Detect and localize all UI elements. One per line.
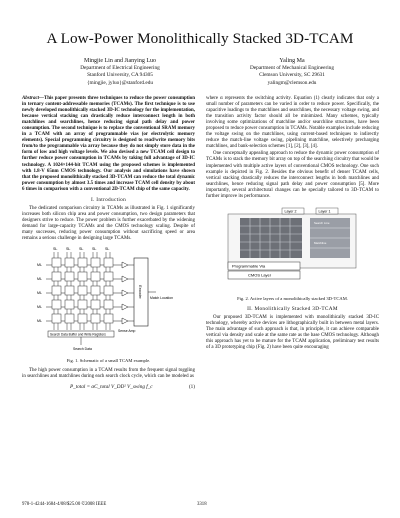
copyright-notice: 978-1-4244-1684-4/08/$25.00 ©2008 IEEE (22, 502, 107, 507)
sl-label: SL (78, 247, 83, 252)
right-paragraph-1: where α represents the switching activity. Equation (1) clearly indicates that only a small number of parameters can be varied in order to reduce power. Specifically, the capacitive loadings to the matchlines and searchlines, the necessary voltage swing, and the transition activity factor should all be minimized. Many schemes, typically involving some optimizations of matchline and/or searchline structures, have been proposed to reduce power consumption in TCAMs. Notable examples include reducing the voltage swing on the matchlines, using current-based techniques to indirectly reduce the match-line voltage swing, pipelining matchline, selectively precharging matchlines, and bank-selection schemes [1], [2], [3], [4]. (206, 96, 379, 150)
equation-text: P_total = αC_total V_DD² V_swing f_c (70, 384, 153, 391)
page-number: 3318 (197, 502, 207, 507)
sa-to-encoder (128, 265, 134, 321)
layers-diagram-svg (218, 204, 368, 294)
sl-label: SL (52, 247, 57, 252)
right-column (206, 96, 379, 352)
ml-label: ML (36, 291, 42, 296)
author-block-left (40, 58, 200, 87)
sense-amps (122, 262, 128, 324)
sl-label: SL (104, 247, 109, 252)
search-data-label: Search Data (72, 347, 92, 352)
equation-number: (1) (188, 384, 195, 391)
match-location-label: Match Location (149, 296, 173, 301)
ml-label: ML (36, 277, 42, 282)
sense-amp-label: Sense Amp (117, 329, 135, 334)
ml-label: ML (36, 319, 42, 324)
tcam-schematic-svg (34, 244, 184, 356)
abstract-text: —This paper presents three techniques to reduce the power consumption in ternary content-addressable memories (TCAMs). The first technique is to use newly developed monolithically stacked 3D-IC technology for the implementation, because vertical stacking can drastically reduce interconnect length in both matchlines and searchlines, hence reducing signal path delay and power consumption. The second technique is to replace the conventional SRAM memory in a TCAM with an array of programmable vias (or electrolytic memory elements). Special programming circuitry is designed to read/write memory bits from/to the programmable via array because they do not simply store data in the form of low and high voltage levels. We also devised a new TCAM cell design to further reduce power consumption in TCAMs by taking full advantage of 3D-IC technology. A 1024×144-bit TCAM using the proposed schemes is implemented with 1.8-V 65nm CMOS technology. Our analysis and simulations have shown that the proposed monolithically stacked 3D-TCAM can reduce the total dynamic power consumption by almost 3.5 times and increase TCAM cell density by about 6 times in comparison with a conventional 2D-TCAM chip of the same capacity. (22, 96, 195, 192)
author-univ: Stanford University, CA 94305 (87, 72, 153, 79)
matchline-label: Matchline (313, 240, 326, 245)
author-dept: Department of Electrical Engineering (80, 65, 160, 72)
tcam-cells (52, 258, 113, 323)
ml-label: ML (36, 263, 42, 268)
layer-1-label: Layer 1 (318, 209, 330, 214)
sl-label: SL (91, 247, 96, 252)
figure-1-schematic (34, 244, 184, 356)
encoder-label: Encoder (137, 285, 142, 299)
cmos-layer-label: CMOS Layer (247, 272, 271, 278)
author-names: Mingjie Lin and Jianying Luo (84, 58, 156, 64)
section-heading-3d-tcam: II. Monolithically Stacked 3D-TCAM (247, 305, 338, 312)
sl-label: SL (65, 247, 70, 252)
author-dept: Department of Mechanical Engineering (250, 65, 334, 72)
author-univ: Clemson University, SC 29631 (259, 72, 325, 79)
intro-paragraph-1: The dedicated comparison circuitry in TCAMs as illustrated in Fig. 1 significantly increases both silicon chip area and power consumption, two design parameters that designers strive to reduce. The power problem is further exacerbated by the widening demand for large-capacity TCAMs and the CMOS technology scaling. Despite of many successes, reducing power consumption without sacrificing speed or area remains a serious challenge in designing large TCAMs. (22, 205, 195, 242)
intro-paragraph-2: The high power consumption in a TCAM results from the frequent signal toggling in searchlines and matchlines during each search clock cycle, which can be modeled as (22, 368, 195, 380)
author-email: yalingm@clemson.edu (267, 79, 317, 86)
left-column (22, 96, 195, 396)
figure-2-layers (218, 204, 368, 294)
right-paragraph-2: One conceptually appealing approach to reduce the dynamic power consumption of TCAMs is to stack the memory bit array on top of the searching circuitry that would be implemented with multiple active layers of conventional CMOS technology. One such example is depicted in Fig. 2. Besides the obvious benefit of denser TCAM cells, vertical stacking drastically reduces the interconnect lengths in both matchlines and searchlines, hence reducing signal path delay and power consumption [5]. More importantly, several architectural changes can be specially tailored to 3D-TCAM to further improve its performance. (206, 151, 379, 199)
programmable-via-label: Programmable Via (231, 263, 265, 269)
ml-label: ML (36, 305, 42, 310)
search-data-buffer-label: Search Data Buffer and Write Registers (49, 332, 106, 337)
author-names: Yaling Ma (279, 58, 305, 64)
author-block-right (212, 58, 372, 87)
figure-2-caption: Fig. 2. Active layers of a monolithically stacked 3D-TCAM. (237, 295, 348, 301)
abstract (22, 96, 195, 193)
layer-2-label: Layer 2 (284, 209, 296, 214)
memory-array-photo (240, 218, 302, 258)
section-heading-introduction: I. Introduction (90, 196, 127, 203)
abstract-lead: Abstract (22, 96, 40, 101)
paper-title: A Low-Power Monolithically Stacked 3D-TCAM (46, 30, 354, 47)
author-email: {mingjie, jyluo}@stanford.edu (86, 79, 153, 86)
searchline-label: Search Line (313, 220, 329, 225)
section2-paragraph-1: Our proposed 3D-TCAM is implemented with monolithically stacked 3D-IC technology, whereby active devices are lithographically built in between metal layers. The main advantage of such approach is that, in principle, it can achieve comparable vertical via density and scale at the same rate as the base CMOS technology. Although this approach has yet to be mature for the TCAM application, preliminary test results of a 3D prototyping chip (Fig. 2) have been quite encouraging (206, 314, 379, 351)
figure-1-caption: Fig. 1. Schematic of a small TCAM example. (66, 358, 151, 364)
equation-1 (22, 383, 195, 393)
